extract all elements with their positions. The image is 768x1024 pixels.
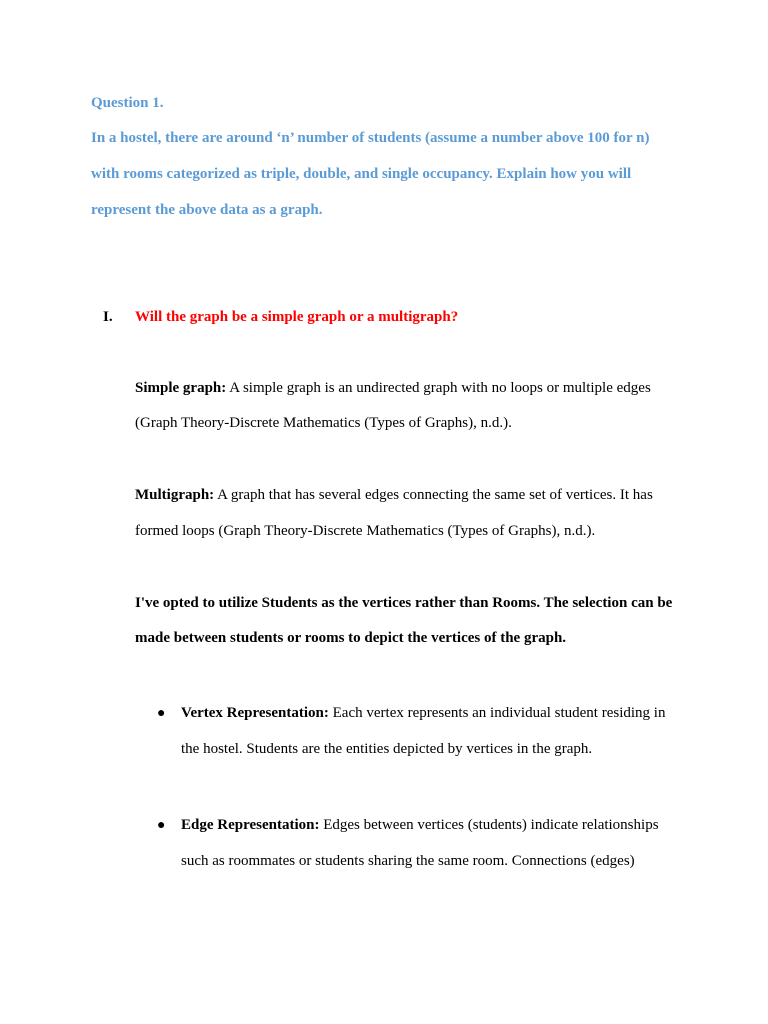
edge-representation-text: Edges between vertices (students) indicate relationships — [319, 817, 659, 833]
multigraph-term: Multigraph: — [135, 487, 215, 503]
choice-text-1: I've opted to utilize Students as the vertices rather than Rooms. The selection can be — [135, 595, 673, 611]
vertex-representation-line-1 — [181, 704, 665, 722]
multigraph-definition: A graph that has several edges connecting the same set of vertices. It has — [214, 487, 653, 503]
question-text-line-2: with rooms categorized as triple, double, and single occupancy. Explain how you will — [91, 166, 632, 182]
vertex-representation-term: Vertex Representation: — [181, 705, 329, 721]
bullet-icon: ● — [157, 706, 166, 721]
simple-graph-paragraph-line-1 — [135, 379, 651, 397]
vertex-representation-line-2: the hostel. Students are the entities depicted by vertices in the graph. — [181, 741, 593, 757]
choice-line-2 — [135, 629, 566, 647]
simple-graph-definition: A simple graph is an undirected graph with no loops or multiple edges — [226, 380, 651, 396]
question-title: Question 1. — [91, 95, 164, 111]
simple-graph-citation: (Graph Theory-Discrete Mathematics (Types of Graphs), n.d.). — [135, 415, 512, 431]
multigraph-paragraph-line-1 — [135, 486, 653, 504]
question-text-line-3: represent the above data as a graph. — [91, 202, 323, 218]
section-numeral: I. — [103, 309, 113, 325]
choice-text-2: made between students or rooms to depict the vertices of the graph. — [135, 630, 567, 646]
simple-graph-term: Simple graph: — [135, 380, 227, 396]
bullet-icon: ● — [157, 818, 166, 833]
edge-representation-line-1 — [181, 816, 659, 834]
vertex-representation-text: Each vertex represents an individual student residing in — [328, 705, 666, 721]
edge-representation-line-2: such as roommates or students sharing the same room. Connections (edges) — [181, 853, 635, 869]
question-text-line-1: In a hostel, there are around ‘n’ number of students (assume a number above 100 for n) — [91, 130, 650, 146]
section-heading: Will the graph be a simple graph or a multigraph? — [135, 309, 459, 325]
multigraph-citation: formed loops (Graph Theory-Discrete Mathematics (Types of Graphs), n.d.). — [135, 523, 596, 539]
choice-line-1 — [135, 594, 672, 612]
edge-representation-term: Edge Representation: — [181, 817, 320, 833]
